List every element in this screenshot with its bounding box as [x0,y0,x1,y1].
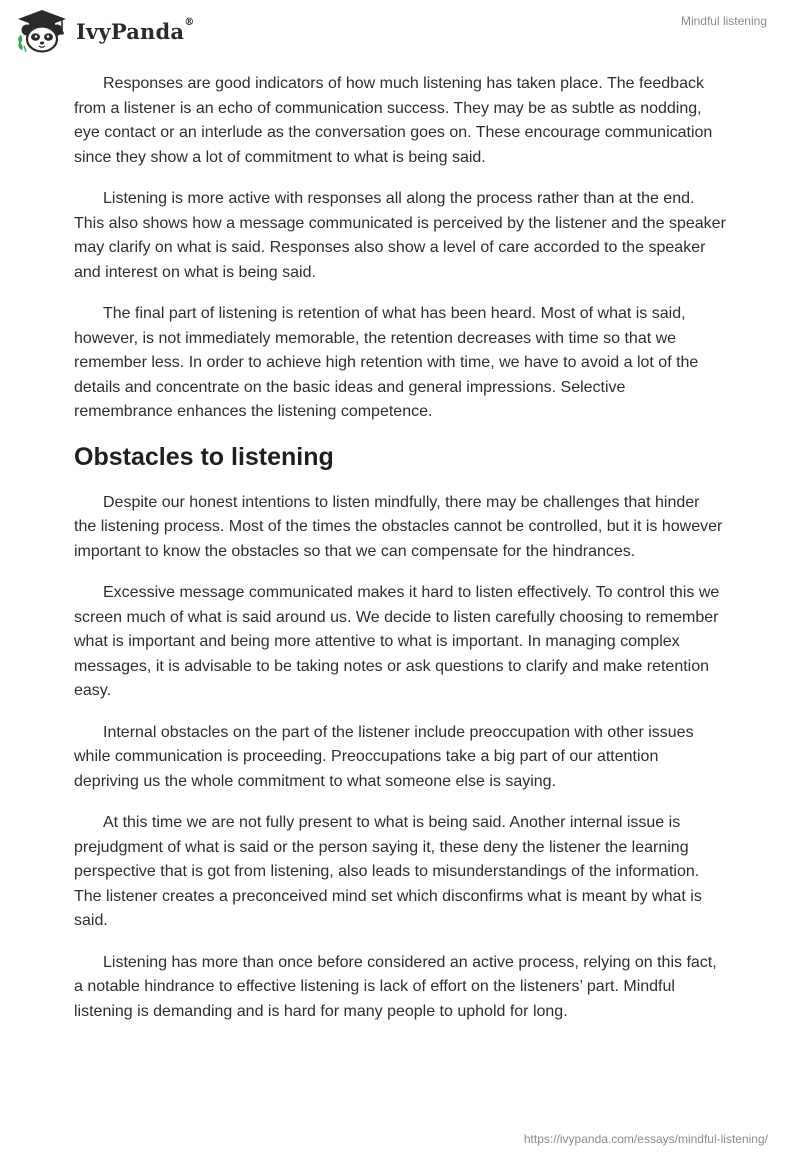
paragraph: Despite our honest intentions to listen mindfully, there may be challenges that hinder the listening process. Most of the times the obstacles cannot be controlled, but it is however important to know the obstacles so that we can compensate for the hindrances. [74,493,723,560]
paragraph: Listening is more active with responses all along the process rather than at the end. This also shows how a message communicated is perceived by the listener and the speaker may clarify on what is said. Responses also show a level of care accorded to the speaker and interest on what is being said. [74,190,726,281]
section-heading: Obstacles to listening [74,442,334,471]
paragraph: The final part of listening is retention of what has been heard. Most of what is said, however, is not immediately memorable, the retention decreases with time so that we remember less. In order to achieve high retention with time, we have to avoid a lot of the details and concentrate on the basic ideas and general impressions. Selective remembrance enhances the listening competence. [74,305,699,420]
paragraph: Excessive message communicated makes it hard to listen effectively. To control this we screen much of what is said around us. We decide to listen carefully choosing to remember what is important and being more attentive to what is important. In managing complex messages, it is advisable to be taking notes or ask questions to clarify and make retention easy. [74,584,720,699]
ivypanda-logo[interactable] [14,8,194,54]
paragraph: Responses are good indicators of how much listening has taken place. The feedback from a listener is an echo of communication success. They may be as subtle as nodding, eye contact or an interlude as the conversation goes on. These encourage communication since they show a lot of commitment to what is being said. [74,75,713,166]
brand-name: IvyPanda® [76,16,195,44]
essay-content [74,72,726,1041]
document-title: Mindful listening [680,14,767,28]
paragraph: Listening has more than once before considered an active process, relying on this fact, a notable hindrance to effective listening is lack of effort on the listeners’ part. Mindful listening is demanding and is hard for many people to uphold for long. [74,953,717,1020]
panda-graduate-icon [14,8,70,54]
paragraph: Internal obstacles on the part of the listener include preoccupation with other issues while communication is proceeding. Preoccupations take a big part of our attention depriving us the whole commitment to what someone else is saying. [74,723,694,790]
page-header [0,0,800,70]
paragraph: At this time we are not fully present to what is being said. Another internal issue is prejudgment of what is said or the person saying it, these deny the listener the learning perspective that is got from listening, also leads to misunderstandings of the information. The listener creates a preconceived mind set which disconfirms what is meant by what is said. [74,814,702,929]
source-url[interactable]: https://ivypanda.com/essays/mindful-listening/ [523,1132,768,1146]
